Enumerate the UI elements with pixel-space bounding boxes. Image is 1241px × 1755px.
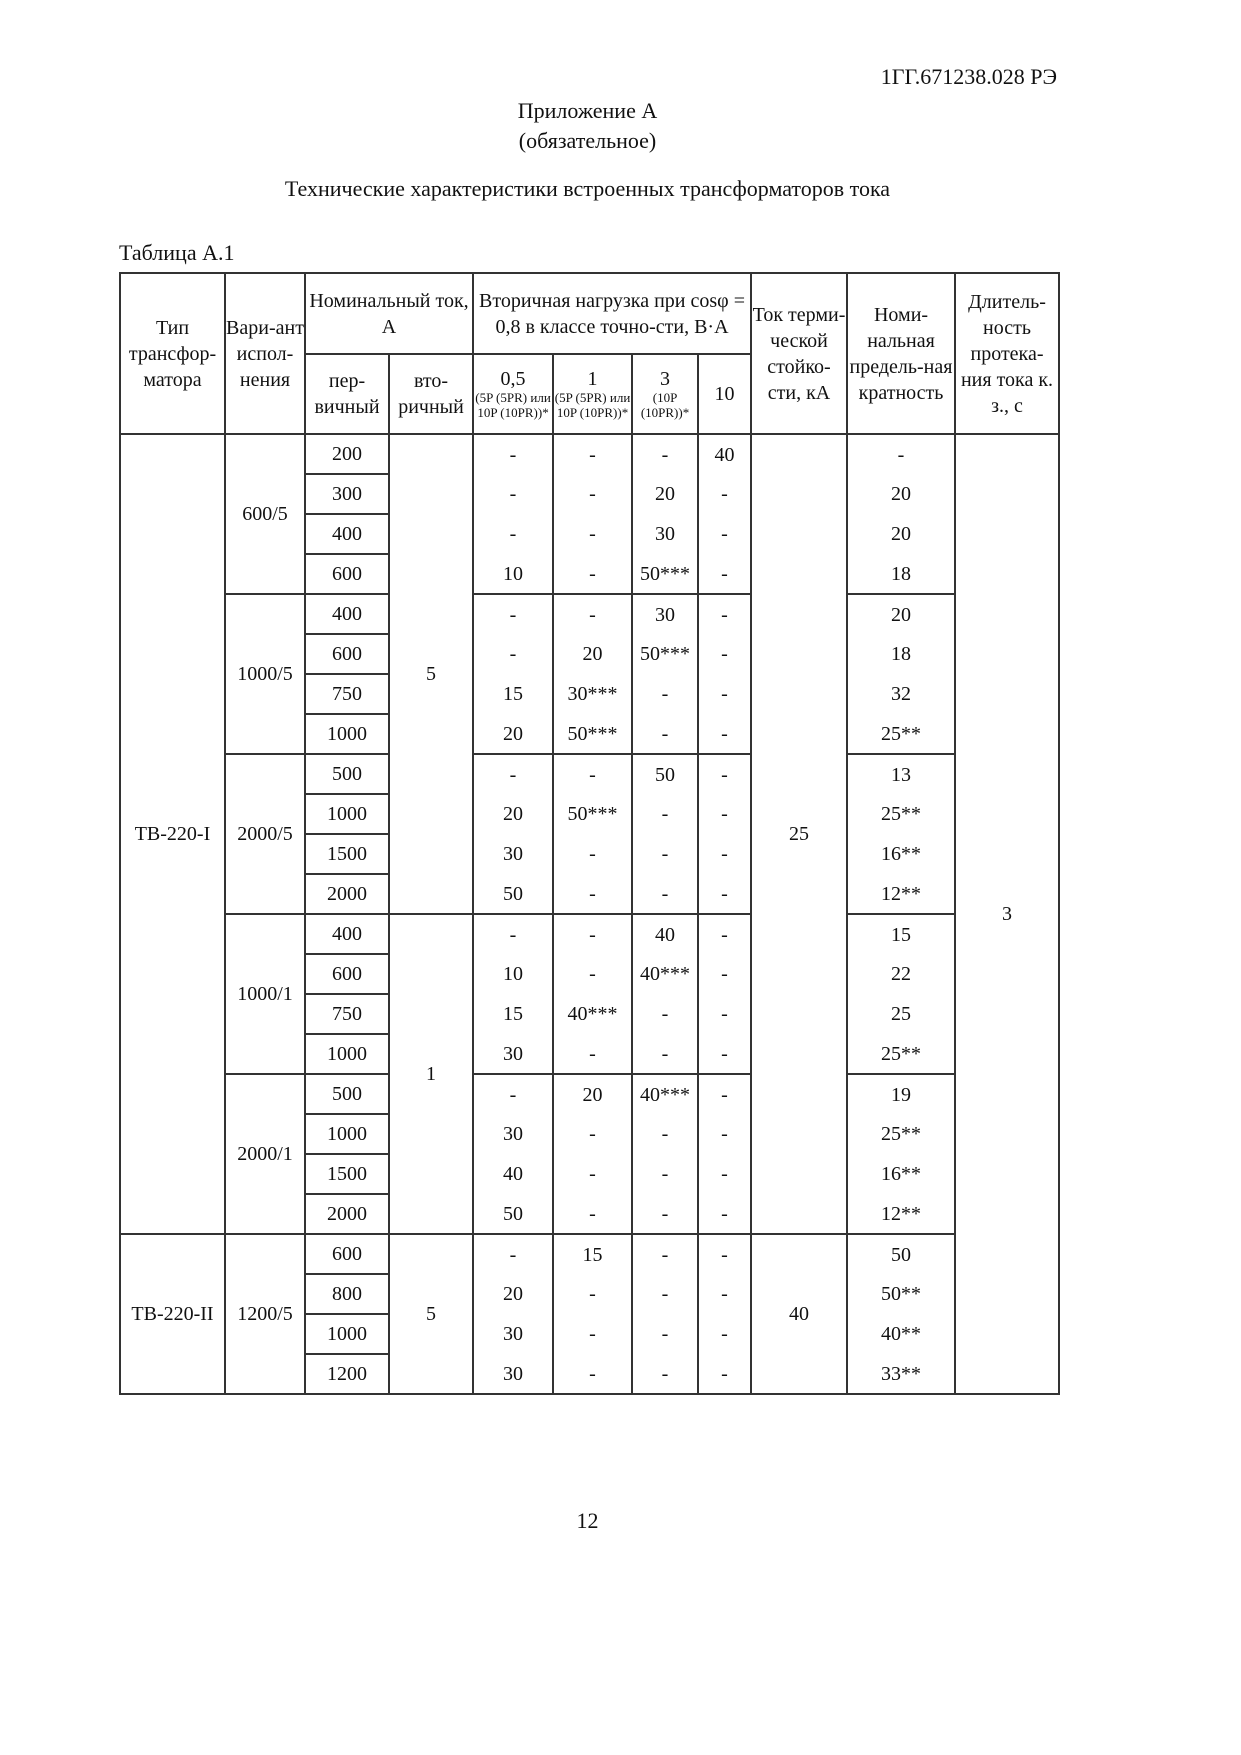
burden-c05: - [473,914,553,954]
class-0-5-label: 0,5 [500,368,526,390]
primary-current: 1000 [305,1114,389,1154]
burden-c05: 30 [473,1314,553,1354]
table-row [120,594,1059,634]
header-class-0-5 [473,354,553,434]
burden-c10: 40 [698,434,751,474]
burden-c10: - [698,1154,751,1194]
primary-current: 1000 [305,1034,389,1074]
burden-c1: - [553,914,632,954]
variant: 600/5 [225,434,305,594]
burden-c1: - [553,1354,632,1394]
primary-current: 400 [305,594,389,634]
burden-c05: 30 [473,1114,553,1154]
burden-c05: 30 [473,1354,553,1394]
header-class-1 [553,354,632,434]
thermal-current: 40 [751,1234,847,1394]
thermal-current: 25 [751,434,847,1234]
burden-c1: - [553,1034,632,1074]
burden-c1: 50*** [553,794,632,834]
burden-c10: - [698,514,751,554]
header-secondary: вто-ричный [389,354,473,434]
primary-current: 1000 [305,1314,389,1354]
burden-c3: - [632,994,698,1034]
class-3-label: 3 [660,368,671,390]
primary-current: 750 [305,994,389,1034]
burden-c3: - [632,674,698,714]
burden-c05: 20 [473,1274,553,1314]
burden-c05: 10 [473,554,553,594]
limit-factor: 25** [847,794,955,834]
header-thermal-current: Ток терми-ческой стойко-сти, кА [751,273,847,434]
header-class-10: 10 [698,354,751,434]
limit-factor: 19 [847,1074,955,1114]
burden-c05: - [473,1074,553,1114]
limit-factor: 18 [847,634,955,674]
burden-c05: - [473,514,553,554]
primary-current: 200 [305,434,389,474]
limit-factor: 12** [847,1194,955,1234]
burden-c05: 50 [473,874,553,914]
transformer-type: ТВ-220-I [120,434,225,1234]
burden-c3: 30 [632,594,698,634]
burden-c1: - [553,1114,632,1154]
burden-c3: 40*** [632,1074,698,1114]
class-1-label: 1 [587,368,598,390]
short-circuit-duration: 3 [955,434,1059,1394]
burden-c1: - [553,834,632,874]
primary-current: 300 [305,474,389,514]
header-limit-factor: Номи-нальная предель-ная кратность [847,273,955,434]
burden-c1: - [553,754,632,794]
header-duration: Длитель-ность протека-ния тока к. з., с [955,273,1059,434]
table-row [120,914,1059,954]
limit-factor: 13 [847,754,955,794]
burden-c10: - [698,794,751,834]
burden-c3: 40 [632,914,698,954]
burden-c10: - [698,1074,751,1114]
burden-c1: 20 [553,634,632,674]
limit-factor: 50** [847,1274,955,1314]
header-class-3 [632,354,698,434]
burden-c1: - [553,594,632,634]
variant: 2000/1 [225,1074,305,1234]
burden-c10: - [698,1114,751,1154]
burden-c3: - [632,1274,698,1314]
burden-c05: 30 [473,834,553,874]
burden-c3: - [632,794,698,834]
burden-c10: - [698,954,751,994]
limit-factor: 16** [847,834,955,874]
burden-c10: - [698,674,751,714]
burden-c1: - [553,874,632,914]
appendix-title: Приложение А [517,98,658,123]
burden-c3: 30 [632,514,698,554]
primary-current: 1500 [305,834,389,874]
table-row [120,1074,1059,1114]
burden-c3: - [632,714,698,754]
burden-c3: 50*** [632,554,698,594]
limit-factor: 18 [847,554,955,594]
variant: 2000/5 [225,754,305,914]
burden-c10: - [698,1274,751,1314]
burden-c05: 15 [473,674,553,714]
burden-c05: - [473,594,553,634]
burden-c10: - [698,754,751,794]
limit-factor: 15 [847,914,955,954]
burden-c1: - [553,514,632,554]
burden-c1: 40*** [553,994,632,1034]
burden-c1: - [553,954,632,994]
table-caption: Таблица А.1 [119,240,235,265]
burden-c1: - [553,1194,632,1234]
header-variant: Вари-ант испол-нения [225,273,305,434]
burden-c10: - [698,994,751,1034]
burden-c05: - [473,754,553,794]
primary-current: 750 [305,674,389,714]
primary-current: 1000 [305,714,389,754]
primary-current: 600 [305,1234,389,1274]
burden-c10: - [698,1194,751,1234]
burden-c1: - [553,554,632,594]
burden-c10: - [698,1354,751,1394]
limit-factor: 20 [847,514,955,554]
burden-c3: - [632,834,698,874]
burden-c3: 40*** [632,954,698,994]
primary-current: 400 [305,914,389,954]
secondary-current: 5 [389,434,473,914]
burden-c10: - [698,714,751,754]
transformer-type: ТВ-220-II [120,1234,225,1394]
burden-c3: - [632,1194,698,1234]
page-number: 12 [576,1508,599,1533]
burden-c10: - [698,914,751,954]
class-1-note: (5P (5PR) или 10P (10PR))* [554,390,631,420]
burden-c1: - [553,1154,632,1194]
header-primary: пер-вичный [305,354,389,434]
burden-c1: 15 [553,1234,632,1274]
burden-c10: - [698,1234,751,1274]
burden-c1: - [553,474,632,514]
burden-c10: - [698,1034,751,1074]
burden-c05: 10 [473,954,553,994]
spec-table [119,272,1060,1395]
primary-current: 1000 [305,794,389,834]
limit-factor: 25** [847,1114,955,1154]
primary-current: 400 [305,514,389,554]
burden-c05: 15 [473,994,553,1034]
limit-factor: 20 [847,594,955,634]
limit-factor: 33** [847,1354,955,1394]
header-nominal-current: Номинальный ток, А [305,273,473,354]
appendix-heading [0,96,1175,156]
burden-c3: - [632,874,698,914]
burden-c10: - [698,834,751,874]
limit-factor: 25** [847,714,955,754]
burden-c1: 20 [553,1074,632,1114]
document-code: 1ГГ.671238.028 РЭ [880,64,1057,89]
burden-c10: - [698,594,751,634]
burden-c3: - [632,1114,698,1154]
burden-c10: - [698,474,751,514]
table-body [120,434,1059,1394]
variant: 1000/1 [225,914,305,1074]
limit-factor: 32 [847,674,955,714]
primary-current: 800 [305,1274,389,1314]
limit-factor: 20 [847,474,955,514]
appendix-note: (обязательное) [518,128,657,153]
burden-c3: - [632,1034,698,1074]
burden-c3: 20 [632,474,698,514]
primary-current: 2000 [305,1194,389,1234]
burden-c1: 30*** [553,674,632,714]
primary-current: 1500 [305,1154,389,1194]
burden-c3: - [632,1234,698,1274]
burden-c3: 50*** [632,634,698,674]
limit-factor: 12** [847,874,955,914]
burden-c1: 50*** [553,714,632,754]
limit-factor: 22 [847,954,955,994]
limit-factor: 25** [847,1034,955,1074]
table-row [120,1234,1059,1274]
primary-current: 1200 [305,1354,389,1394]
burden-c1: - [553,1274,632,1314]
burden-c05: 50 [473,1194,553,1234]
table-row [120,434,1059,474]
burden-c10: - [698,874,751,914]
burden-c10: - [698,554,751,594]
burden-c05: 20 [473,794,553,834]
limit-factor: 16** [847,1154,955,1194]
burden-c10: - [698,1314,751,1354]
burden-c3: 50 [632,754,698,794]
table-row [120,754,1059,794]
table-header [120,273,1059,434]
burden-c05: - [473,434,553,474]
burden-c05: - [473,634,553,674]
limit-factor: 40** [847,1314,955,1354]
limit-factor: - [847,434,955,474]
burden-c05: 20 [473,714,553,754]
burden-c1: - [553,434,632,474]
limit-factor: 25 [847,994,955,1034]
burden-c05: - [473,474,553,514]
header-type: Тип трансфор-матора [120,273,225,434]
variant: 1000/5 [225,594,305,754]
burden-c3: - [632,434,698,474]
class-3-note: (10P (10PR))* [640,390,690,420]
burden-c3: - [632,1314,698,1354]
variant: 1200/5 [225,1234,305,1394]
primary-current: 2000 [305,874,389,914]
burden-c05: 40 [473,1154,553,1194]
header-burden: Вторичная нагрузка при cosφ = 0,8 в классе точно-сти, В·А [473,273,751,354]
burden-c1: - [553,1314,632,1354]
burden-c05: 30 [473,1034,553,1074]
section-title: Технические характеристики встроенных трансформаторов тока [284,176,891,201]
burden-c3: - [632,1354,698,1394]
burden-c05: - [473,1234,553,1274]
limit-factor: 50 [847,1234,955,1274]
primary-current: 600 [305,554,389,594]
class-0-5-note: (5P (5PR) или 10P (10PR))* [475,390,551,420]
secondary-current: 5 [389,1234,473,1394]
primary-current: 600 [305,954,389,994]
primary-current: 600 [305,634,389,674]
secondary-current: 1 [389,914,473,1234]
primary-current: 500 [305,754,389,794]
primary-current: 500 [305,1074,389,1114]
burden-c10: - [698,634,751,674]
burden-c3: - [632,1154,698,1194]
